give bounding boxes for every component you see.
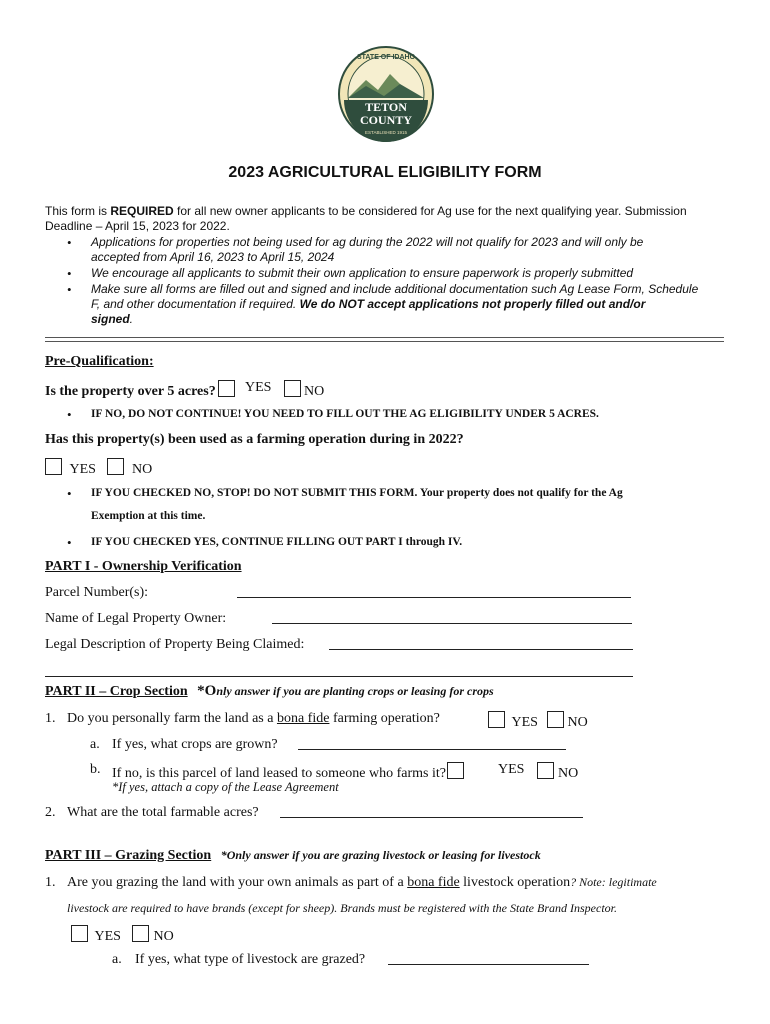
county-seal-logo: [338, 46, 434, 142]
part2-q2-num: 2.: [45, 805, 56, 820]
bullet-dot: •: [67, 535, 72, 550]
bullet-1-line1: Applications for properties not being used for ag during the 2022 will not qualify for 2023 and will only be: [91, 235, 644, 249]
prequal-q1-no-wrap: [284, 380, 324, 400]
prequal-note-no-a: IF YOU CHECKED NO, STOP! DO NOT SUBMIT THIS FORM.: [91, 487, 418, 499]
prequal-q1: [45, 380, 235, 400]
part2-q1-pre: Do you personally farm the land as a: [67, 711, 277, 726]
part3-q1-post: livestock operation: [459, 875, 571, 890]
part2-q1-num: 1.: [45, 711, 56, 726]
bullet-dot: •: [67, 407, 72, 422]
part3-q1-link: bona fide: [407, 875, 460, 890]
prequal-q1-no-checkbox[interactable]: [284, 380, 301, 397]
prequal-heading: Pre-Qualification:: [45, 354, 154, 369]
part2-note: nly answer if you are planting crops or leasing for crops: [216, 684, 494, 698]
prequal-note-no-c: Exemption at this time.: [91, 510, 206, 522]
prequal-note-no-b: Your property does not qualify for the Ag: [417, 487, 623, 499]
part3-q1-no-label: NO: [153, 929, 174, 944]
part2-b-yes-label: YES: [498, 762, 525, 777]
part1-parcel-label: Parcel Number(s):: [45, 585, 149, 600]
logo-arc-top: STATE OF IDAHO: [356, 54, 416, 61]
section-divider: [45, 337, 724, 338]
prequal-note-yes: IF YOU CHECKED YES, CONTINUE FILLING OUT PART I through IV.: [91, 536, 463, 548]
prequal-q2-options: [45, 458, 152, 478]
intro-line2: Deadline – April 15, 2023 for 2022.: [45, 219, 230, 233]
part2-q1-yes-checkbox[interactable]: [488, 711, 505, 728]
part2-q2-text: What are the total farmable acres?: [67, 805, 259, 820]
part2-q1-post: farming operation?: [329, 711, 440, 726]
part3-a-label: a.: [112, 952, 122, 967]
part1-legal-field[interactable]: [329, 637, 633, 650]
part2-b-text: If no, is this parcel of land leased to someone who farms it?: [112, 766, 446, 781]
logo-arc-bottom: ESTABLISHED 1915: [365, 130, 407, 135]
section-divider: [45, 341, 724, 342]
bullet-2-line1: We encourage all applicants to submit their own application to ensure paperwork is properly submitted: [91, 266, 634, 280]
part2-b-no-label: NO: [558, 766, 579, 781]
part2-crops-field[interactable]: [298, 737, 566, 750]
part3-heading: PART III – Grazing Section: [45, 848, 212, 863]
bullet-3-line2: [91, 297, 645, 311]
prequal-q1-note: IF NO, DO NOT CONTINUE! YOU NEED TO FILL OUT THE AG ELIGIBILITY UNDER 5 ACRES.: [91, 408, 599, 420]
intro-pre: This form is: [45, 204, 111, 218]
prequal-q2-no-label: NO: [131, 462, 153, 477]
part2-b-yes-checkbox[interactable]: [447, 762, 464, 779]
bullet-3-line1: Make sure all forms are filled out and signed and include additional documentation such Ag Lease Form, Schedule: [91, 282, 699, 296]
prequal-q1-text: Is the property over 5 acres?: [45, 384, 216, 399]
intro-line1: [45, 204, 687, 218]
bullet-3-line3: [91, 312, 133, 326]
part2-b-no-wrap: [537, 762, 578, 782]
part2-q1-no-checkbox[interactable]: [547, 711, 564, 728]
part1-owner-field[interactable]: [272, 611, 632, 624]
prequal-q2-yes-checkbox[interactable]: [45, 458, 62, 475]
part2-q1-link: bona fide: [276, 711, 330, 726]
bullet-3-line2-pre: F, and other documentation if required.: [91, 297, 300, 311]
prequal-q2-yes-label: YES: [69, 462, 96, 477]
prequal-q2: Has this property(s) been used as a farming operation during in 2022?: [45, 432, 464, 447]
part3-q1: [67, 875, 657, 891]
part3-q1-note: ? Note: legitimate: [570, 875, 657, 889]
part2-q1-no-label: NO: [567, 715, 588, 730]
bullet-1-line2: accepted from April 16, 2023 to April 15, 2024: [91, 250, 335, 264]
intro-required: REQUIRED: [110, 204, 174, 218]
part2-q1-yes-label: YES: [511, 715, 538, 730]
prequal-q2-no-checkbox[interactable]: [107, 458, 124, 475]
prequal-q1-yes-label: YES: [245, 380, 272, 395]
part2-heading: PART II – Crop Section: [45, 684, 188, 699]
prequal-q1-no-label: NO: [304, 384, 325, 399]
bullet-dot: •: [67, 266, 72, 281]
part2-b-no-checkbox[interactable]: [537, 762, 554, 779]
intro-post: for all new owner applicants to be considered for Ag use for the next qualifying year. Submission: [173, 204, 687, 218]
part2-q1-options: [488, 711, 588, 731]
part2-acres-field[interactable]: [280, 805, 583, 818]
part3-note: *Only answer if you are grazing livestock or leasing for livestock: [220, 848, 541, 862]
logo-name-line2: COUNTY: [359, 113, 412, 127]
part1-legal-label: Legal Description of Property Being Claimed:: [45, 637, 305, 652]
bullet-dot: •: [67, 282, 72, 297]
part1-parcel-field[interactable]: [237, 585, 631, 598]
part3-heading-row: [45, 848, 541, 864]
part1-owner-label: Name of Legal Property Owner:: [45, 611, 227, 626]
part2-b-row: [112, 762, 464, 782]
part1-legal-field-line2[interactable]: [45, 664, 633, 677]
part3-q1-yes-checkbox[interactable]: [71, 925, 88, 942]
part2-heading-row: [45, 683, 494, 700]
part2-b-label: b.: [90, 762, 101, 777]
bullet-3-line3-bold: signed: [91, 312, 130, 326]
part2-q1: [67, 711, 440, 727]
prequal-note-no: [91, 487, 623, 499]
part3-livestock-field[interactable]: [388, 952, 589, 965]
part3-q1-num: 1.: [45, 875, 56, 890]
part2-a-label: a.: [90, 737, 100, 752]
part2-b-note: *If yes, attach a copy of the Lease Agreement: [112, 780, 339, 794]
part1-heading: PART I - Ownership Verification: [45, 559, 242, 574]
part3-q1-no-checkbox[interactable]: [132, 925, 149, 942]
bullet-dot: •: [67, 235, 72, 250]
part2-note-star: *O: [197, 683, 217, 699]
logo-name-line1: TETON: [365, 100, 407, 114]
part3-q1-options: [71, 925, 174, 945]
part3-q1-line2: livestock are required to have brands (except for sheep). Brands must be registered with the State Brand Inspector.: [67, 901, 617, 915]
part3-q1-pre: Are you grazing the land with your own animals as part of a: [67, 875, 408, 890]
bullet-3-line3-post: .: [129, 312, 134, 326]
bullet-dot: •: [67, 486, 72, 501]
prequal-q1-yes-checkbox[interactable]: [218, 380, 235, 397]
part3-a-text: If yes, what type of livestock are grazed?: [135, 952, 366, 967]
form-title: 2023 AGRICULTURAL ELIGIBILITY FORM: [228, 164, 542, 181]
bullet-3-line2-bold: We do NOT accept applications not properly filled out and/or: [299, 297, 646, 311]
part2-a-text: If yes, what crops are grown?: [112, 737, 278, 752]
part3-q1-yes-label: YES: [94, 929, 121, 944]
